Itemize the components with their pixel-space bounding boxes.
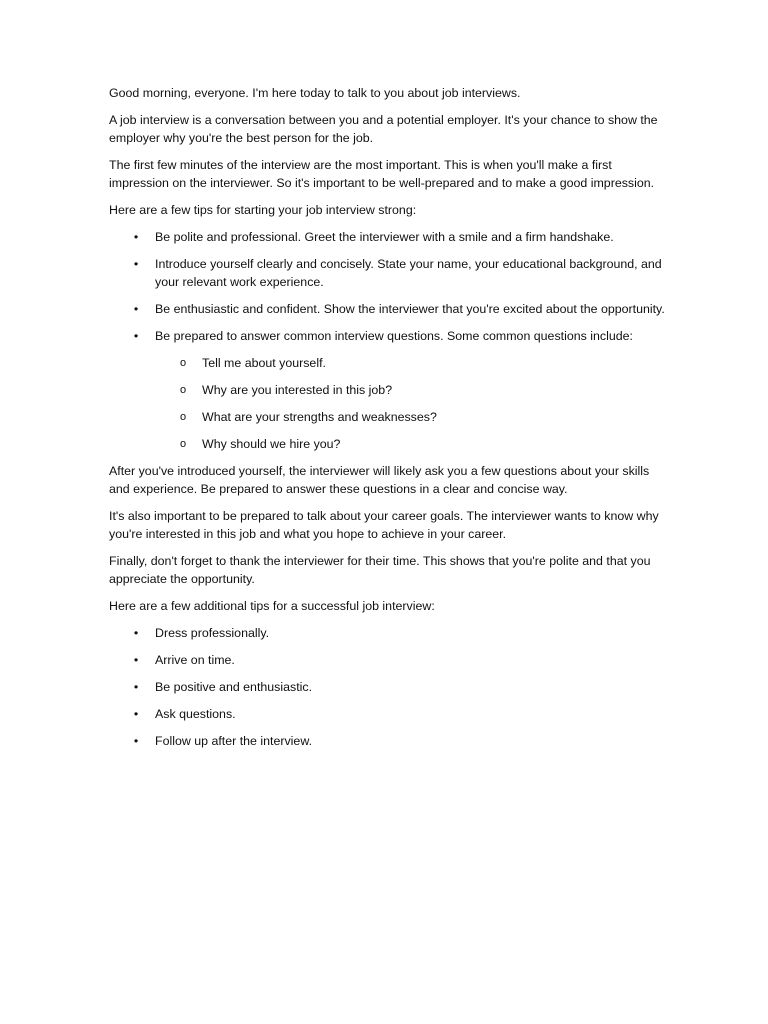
list-item-text: Be polite and professional. Greet the interviewer with a smile and a firm handshake. — [155, 230, 614, 244]
list-item-text: Arrive on time. — [155, 653, 235, 667]
bullet-icon: • — [133, 707, 139, 721]
sub-list-item — [109, 435, 669, 453]
thank-you-paragraph: Finally, don't forget to thank the interviewer for their time. This shows that you're polite and that you appreciate the opportunity. — [109, 554, 651, 586]
additional-tips-list — [109, 624, 669, 750]
bullet-icon: • — [133, 302, 139, 316]
list-item — [109, 327, 669, 453]
bullet-icon: • — [133, 734, 139, 748]
additional-tips-lead-in: Here are a few additional tips for a successful job interview: — [109, 599, 435, 613]
follow-up-questions-paragraph: After you've introduced yourself, the interviewer will likely ask you a few questions about your skills and experience. Be prepared to answer these questions in a clear and concise way. — [109, 464, 650, 496]
sub-list-item — [109, 408, 669, 426]
intro-paragraph-greeting: Good morning, everyone. I'm here today to talk to you about job interviews. — [109, 86, 521, 100]
starting-tips-list — [109, 228, 669, 453]
bullet-icon: • — [133, 626, 139, 640]
bullet-icon: • — [133, 680, 139, 694]
sub-list-item-text: What are your strengths and weaknesses? — [202, 410, 437, 424]
list-item-text: Be positive and enthusiastic. — [155, 680, 313, 694]
list-item-text: Be enthusiastic and confident. Show the interviewer that you're excited about the opportunity. — [155, 302, 665, 316]
sub-list-item-text: Why should we hire you? — [202, 437, 341, 451]
list-item — [109, 228, 669, 246]
list-item — [109, 651, 669, 669]
list-item — [109, 255, 669, 291]
list-item-text: Dress professionally. — [155, 626, 270, 640]
sub-list-item-text: Tell me about yourself. — [202, 356, 326, 370]
bullet-icon: • — [133, 653, 139, 667]
circle-bullet-icon: o — [179, 384, 187, 396]
list-item — [109, 300, 669, 318]
sub-list-item — [109, 354, 669, 372]
list-item — [109, 705, 669, 723]
list-item-text: Ask questions. — [155, 707, 236, 721]
bullet-icon: • — [133, 230, 139, 244]
list-item — [109, 678, 669, 696]
list-item-text: Introduce yourself clearly and concisely. State your name, your educational background, and your relevant work experience. — [155, 257, 662, 289]
career-goals-paragraph: It's also important to be prepared to talk about your career goals. The interviewer wants to know why you're interested in this job and what you hope to achieve in your career. — [109, 509, 659, 541]
list-item-text: Be prepared to answer common interview questions. Some common questions include: — [155, 329, 633, 343]
list-item — [109, 732, 669, 750]
circle-bullet-icon: o — [179, 411, 187, 423]
circle-bullet-icon: o — [179, 357, 187, 369]
tips-lead-in: Here are a few tips for starting your job interview strong: — [109, 203, 417, 217]
bullet-icon: • — [133, 329, 139, 343]
document-page — [109, 84, 669, 759]
bullet-icon: • — [133, 257, 139, 271]
sub-list-item-text: Why are you interested in this job? — [202, 383, 393, 397]
intro-paragraph-definition: A job interview is a conversation between you and a potential employer. It's your chance to show the employer why you're the best person for the job. — [109, 113, 658, 145]
sub-list-item — [109, 381, 669, 399]
circle-bullet-icon: o — [179, 438, 187, 450]
intro-paragraph-first-minutes: The first few minutes of the interview are the most important. This is when you'll make a first impression on the interviewer. So it's important to be well-prepared and to make a good impression. — [109, 158, 655, 190]
common-questions-list — [155, 354, 669, 453]
list-item-text: Follow up after the interview. — [155, 734, 313, 748]
list-item — [109, 624, 669, 642]
